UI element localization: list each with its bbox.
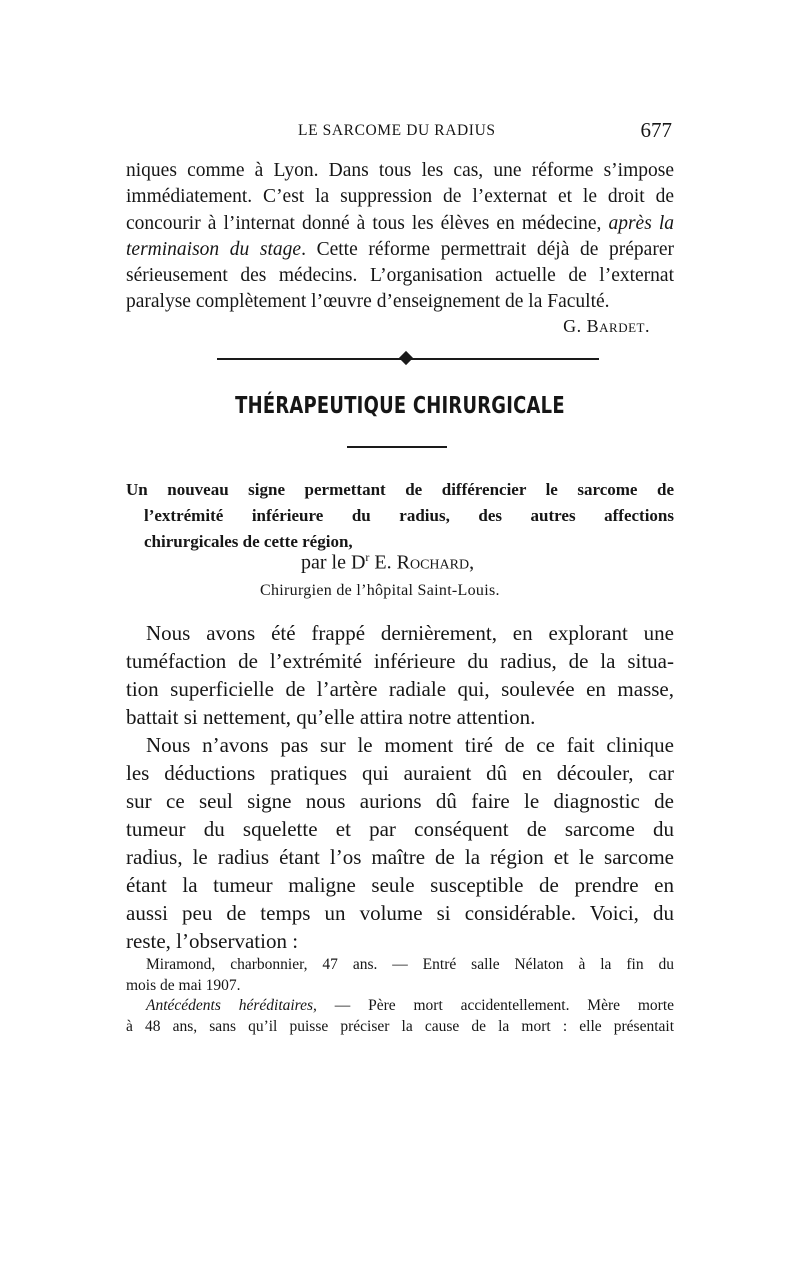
text-line: radius, le radius étant l’os maître de la région et le sarcome: [126, 845, 674, 869]
text-line: mois de mai 1907.: [126, 976, 241, 994]
text-line: tumeur du squelette et par conséquent de sarcome du: [126, 817, 674, 841]
italic-text: terminaison du stage: [126, 238, 302, 260]
text-line: les déductions pratiques qui auraient dû en découler, car: [126, 761, 674, 785]
text-line: Antécédents héréditaires, — Père mort accidentellement. Mère morte: [146, 997, 675, 1014]
text-line: sérieusement des médecins. L’organisation actuelle de l’externat: [126, 265, 674, 287]
text-line: aussi peu de temps un volume si considérable. Voici, du: [126, 901, 674, 925]
text-line: tuméfaction de l’extrémité inférieure du radius, de la situa-: [126, 649, 674, 673]
intro-paragraph: [126, 158, 674, 316]
text-line: tion superficielle de l’artère radiale qui, soulevée en masse,: [126, 677, 674, 701]
text-line: Miramond, charbonnier, 47 ans. — Entré salle Nélaton à la fin du: [146, 956, 674, 973]
italic-text: après la: [608, 212, 674, 234]
author-affiliation: Chirurgien de l’hôpital Saint-Louis.: [260, 582, 500, 599]
title-line: Un nouveau signe permettant de différencier le sarcome de: [126, 480, 674, 499]
text-line: Nous avons été frappé dernièrement, en explorant une: [146, 621, 674, 645]
title-line: l’extrémité inférieure du radius, des autres affections: [144, 506, 674, 525]
signature: G. Bardet.: [563, 316, 650, 336]
running-title: LE SARCOME DU RADIUS: [298, 122, 496, 139]
text-line: immédiatement. C’est la suppression de l’externat et le droit de: [126, 186, 674, 208]
text-line: battait si nettement, qu’elle attira notre attention.: [126, 705, 536, 729]
text-line: Nous n’avons pas sur le moment tiré de ce fait clinique: [146, 733, 674, 757]
article-title: [126, 477, 674, 555]
text-line: concourir à l’internat donné à tous les élèves en médecine, après la: [126, 212, 674, 234]
italic-heading: Antécédents héréditaires,: [146, 997, 317, 1014]
separator-diamond-icon: [399, 351, 413, 365]
text-line: niques comme à Lyon. Dans tous les cas, une réforme s’impose: [126, 160, 674, 181]
case-notes: [126, 955, 674, 1037]
text-line: à 48 ans, sans qu’il puisse préciser la cause de la mort : elle présentait: [126, 1017, 674, 1035]
running-head: [126, 118, 674, 144]
heading-underline-rule: [347, 446, 447, 448]
text-line: paralyse complètement l’œuvre d’enseignement de la Faculté.: [126, 291, 610, 313]
title-line: chirurgicales de cette région,: [144, 532, 353, 551]
byline: par le $D^r$ E. Rochard,: [301, 550, 475, 574]
body-paragraph-2: [126, 731, 674, 955]
page-number: 677: [640, 118, 672, 142]
text-line: sur ce seul signe nous aurions dû faire le diagnostic de: [126, 789, 674, 813]
text-line: étant la tumeur maligne seule susceptible de prendre en: [126, 873, 674, 897]
body-paragraph-1: [126, 619, 674, 731]
text-line: reste, l’observation :: [126, 929, 299, 953]
text-line: terminaison du stage. Cette réforme permettrait déjà de préparer: [126, 238, 674, 260]
section-heading: THÉRAPEUTIQUE CHIRURGICALE: [235, 393, 565, 419]
